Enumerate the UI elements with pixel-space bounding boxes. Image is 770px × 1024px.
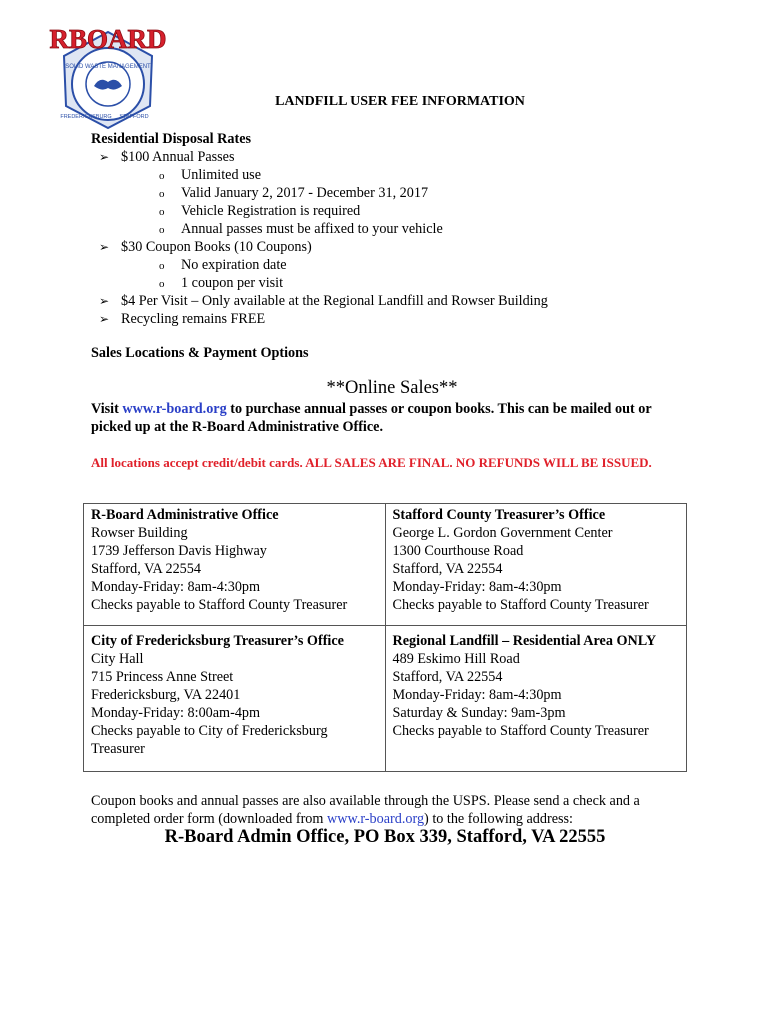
sub-list-item-label: Vehicle Registration is required — [181, 203, 361, 219]
list-item-label: $4 Per Visit – Only available at the Regional Landfill and Rowser Building — [121, 293, 548, 309]
location-line: Stafford, VA 22554 — [392, 668, 503, 685]
visit-prefix: Visit — [91, 401, 123, 417]
order-form-link[interactable]: www.r-board.org — [327, 811, 425, 827]
location-line: Checks payable to Stafford County Treasurer — [392, 722, 649, 739]
logo-ring-text: SOLID WASTE MANAGEMENT — [65, 64, 151, 70]
table-row — [84, 625, 687, 771]
location-line: 489 Eskimo Hill Road — [392, 650, 520, 667]
online-sales-heading: **Online Sales** — [326, 378, 458, 398]
mailing-address: R-Board Admin Office, PO Box 339, Stafford, VA 22555 — [164, 827, 606, 847]
location-line: Monday-Friday: 8am-4:30pm — [91, 579, 261, 595]
location-name: Regional Landfill – Residential Area ONLY — [392, 632, 657, 649]
circle-bullet-icon: o — [159, 224, 165, 236]
location-line: 1300 Courthouse Road — [392, 543, 524, 559]
rboard-link[interactable]: www.r-board.org — [122, 401, 227, 417]
list-item — [91, 148, 691, 166]
sub-list-item — [91, 274, 691, 292]
list-item — [91, 292, 691, 310]
location-line: George L. Gordon Government Center — [392, 525, 613, 541]
list-item — [91, 238, 691, 256]
arrow-bullet-icon: ➢ — [99, 294, 110, 308]
sub-list-item — [91, 256, 691, 274]
sub-list-item-label: Unlimited use — [181, 167, 261, 183]
location-line: Monday-Friday: 8am-4:30pm — [392, 686, 562, 703]
rboard-logo — [49, 20, 167, 132]
sub-list-item-label: 1 coupon per visit — [181, 275, 284, 291]
location-cell — [385, 625, 687, 771]
location-name: Stafford County Treasurer’s Office — [392, 507, 606, 523]
location-line: Stafford, VA 22554 — [392, 561, 503, 577]
usps-text: Coupon books and annual passes are also available through the USPS. Please send a check and a completed order form (downloaded from — [91, 793, 640, 827]
location-line: Checks payable to City of Fredericksburg — [91, 722, 328, 739]
location-line: Stafford, VA 22554 — [91, 561, 201, 577]
circle-bullet-icon: o — [159, 260, 165, 272]
location-line: City Hall — [91, 650, 144, 667]
location-line: Saturday & Sunday: 9am-3pm — [392, 704, 566, 721]
arrow-bullet-icon: ➢ — [99, 312, 110, 326]
online-sales-text — [91, 400, 691, 436]
location-cell — [385, 504, 687, 626]
visit-suffix: to purchase annual passes or coupon books. This can be mailed out or picked up at the R-Board Administrative Office. — [91, 401, 652, 435]
list-item-label: Recycling remains FREE — [121, 311, 266, 327]
logo-wordmark: RBOARD — [49, 24, 167, 54]
list-item — [91, 310, 691, 328]
location-line: 715 Princess Anne Street — [91, 668, 234, 685]
location-line: 1739 Jefferson Davis Highway — [91, 543, 267, 559]
logo-bottom-right: STAFFORD — [119, 114, 149, 120]
location-line: Checks payable to Stafford County Treasurer — [91, 597, 348, 613]
sub-list-item — [91, 166, 691, 184]
location-line: Checks payable to Stafford County Treasurer — [392, 597, 649, 613]
sales-heading: Sales Locations & Payment Options — [91, 345, 309, 361]
sub-list-item — [91, 202, 691, 220]
residential-heading: Residential Disposal Rates — [91, 131, 252, 147]
location-line: Monday-Friday: 8:00am-4pm — [91, 704, 261, 721]
location-name: City of Fredericksburg Treasurer’s Office — [91, 632, 344, 649]
page-title: LANDFILL USER FEE INFORMATION — [275, 94, 525, 109]
location-line: Monday-Friday: 8am-4:30pm — [392, 579, 562, 595]
sub-list-item-label: Annual passes must be affixed to your vehicle — [181, 221, 443, 237]
table-row — [84, 504, 687, 626]
usps-text-end: ) to the following address: — [424, 811, 573, 827]
circle-bullet-icon: o — [159, 188, 165, 200]
arrow-bullet-icon: ➢ — [99, 150, 110, 164]
circle-bullet-icon: o — [159, 206, 165, 218]
sub-list-item-label: No expiration date — [181, 257, 287, 273]
location-line: Rowser Building — [91, 525, 188, 541]
list-item-label: $30 Coupon Books (10 Coupons) — [121, 239, 312, 255]
refund-warning: All locations accept credit/debit cards. ALL SALES ARE FINAL. NO REFUNDS WILL BE ISSUED. — [91, 455, 652, 470]
location-line: Treasurer — [91, 740, 145, 757]
circle-bullet-icon: o — [159, 278, 165, 290]
location-cell — [84, 504, 386, 626]
locations-table — [83, 503, 687, 772]
circle-bullet-icon: o — [159, 170, 165, 182]
logo-bottom-left: FREDERICKSBURG — [60, 114, 112, 120]
location-cell — [84, 625, 386, 771]
list-item-label: $100 Annual Passes — [121, 149, 235, 165]
residential-rates-section — [91, 130, 691, 328]
sub-list-item — [91, 184, 691, 202]
arrow-bullet-icon: ➢ — [99, 240, 110, 254]
usps-paragraph — [91, 792, 691, 828]
location-name: R-Board Administrative Office — [91, 507, 279, 523]
sub-list-item-label: Valid January 2, 2017 - December 31, 2017 — [181, 185, 429, 201]
location-line: Fredericksburg, VA 22401 — [91, 686, 241, 703]
sub-list-item — [91, 220, 691, 238]
